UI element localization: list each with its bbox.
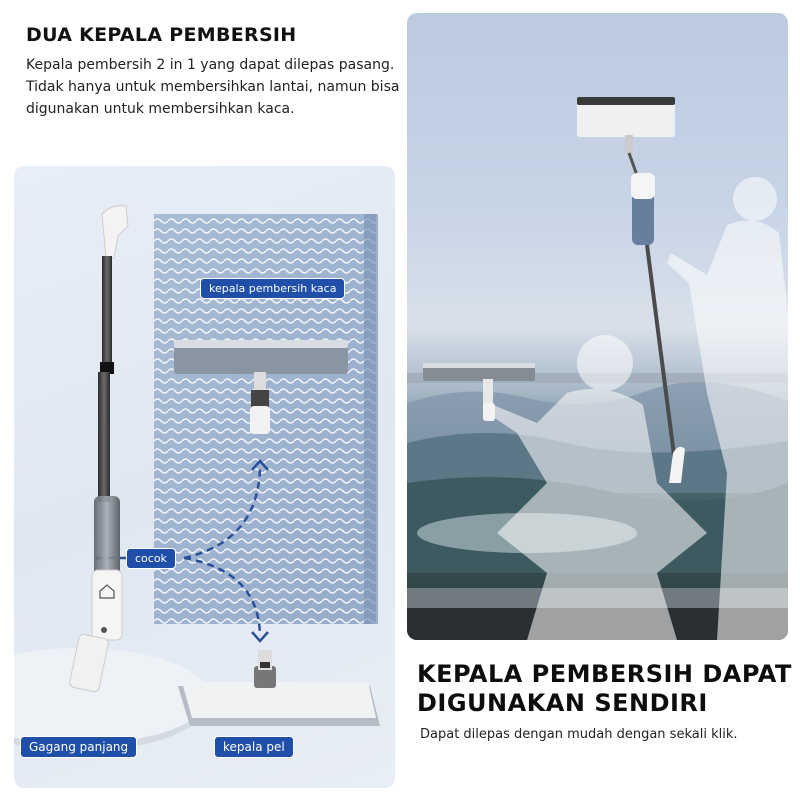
product-illustration-panel (14, 166, 395, 788)
usage-photo (407, 13, 788, 640)
product-illustration (14, 166, 395, 788)
feature-title-line: DIGUNAKAN SENDIRI (417, 689, 708, 717)
section-description (26, 54, 404, 120)
section-title: DUA KEPALA PEMBERSIH (26, 24, 297, 46)
feature-description: Dapat dilepas dengan mudah dengan sekali klik. (420, 727, 738, 742)
usage-photo-panel (407, 13, 788, 640)
mop-pole (69, 206, 128, 693)
feature-title (417, 660, 792, 718)
description-line: digunakan untuk membersihkan kaca. (26, 101, 295, 117)
match-label: cocok (126, 548, 176, 569)
long-handle-label: Gagang panjang (20, 736, 137, 758)
floor-mop-head (178, 650, 380, 726)
feature-title-line: KEPALA PEMBERSIH DAPAT (417, 660, 792, 688)
description-line: Tidak hanya untuk membersihkan lantai, namun bisa (26, 79, 400, 95)
glass-head-label: kepala pembersih kaca (200, 278, 345, 299)
mop-head-label: kepala pel (214, 736, 294, 758)
description-line: Kepala pembersih 2 in 1 yang dapat dilepas pasang. (26, 57, 395, 73)
